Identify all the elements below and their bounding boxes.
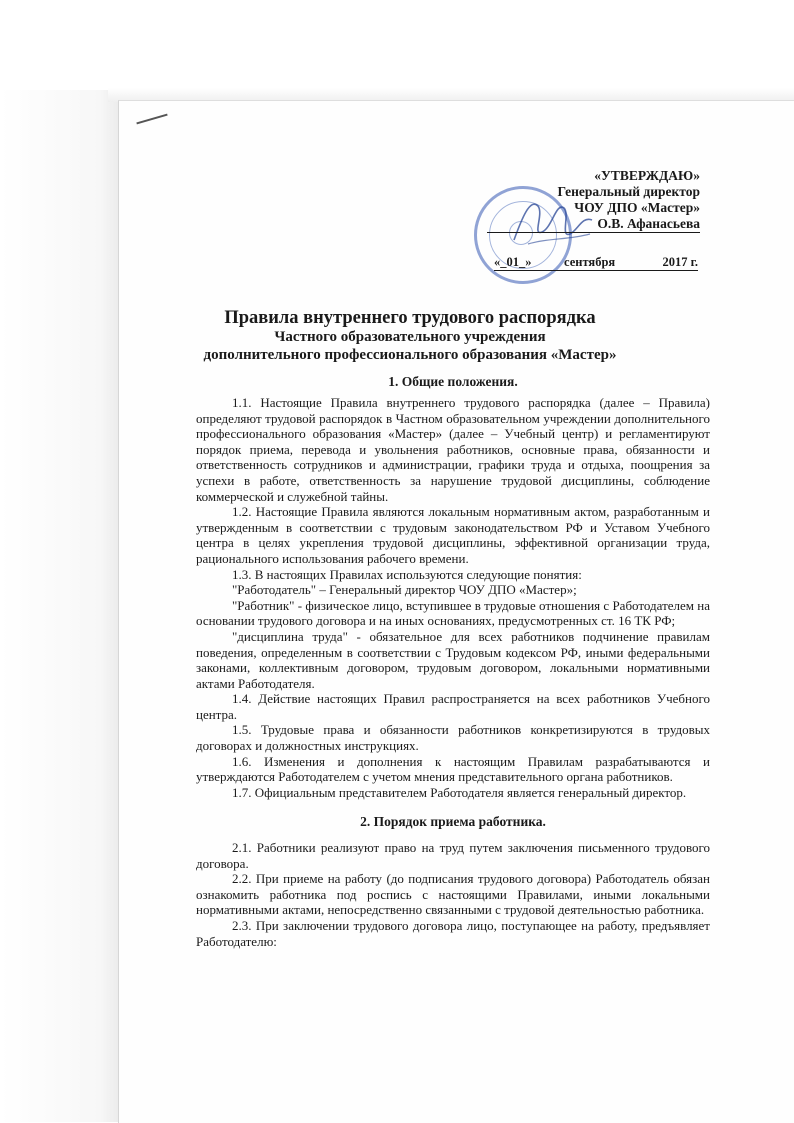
paragraph-1-1: 1.1. Настоящие Правила внутреннего трудового распорядка (далее – Правила) определяют трудовой распорядок в Частном образовательном учреждении дополнительного профессионального образования «Мастер» (далее – Учебный центр) и регламентируют порядок приема, перевода и увольнения работников, основные права, обязанности и ответственность сотрудников и администрации, графики труда и отдыха, поощрения за успехи в работе, ответственность за нарушение трудовой дисциплины, соблюдение коммерческой и служебной тайны.	[196, 395, 710, 504]
approval-date-year: 2017 г.	[662, 255, 698, 269]
paragraph-1-5: 1.5. Трудовые права и обязанности работников конкретизируются в трудовых договорах и должностных инструкциях.	[196, 722, 710, 754]
approval-title: «УТВЕРЖДАЮ»	[594, 168, 700, 183]
paragraph-2-2: 2.2. При приеме на работу (до подписания трудового договора) Работодатель обязан ознакомить работника под роспись с настоящими Правилами, иными локальными нормативными актами, непосредственно связанными с трудовой деятельностью работника.	[196, 871, 710, 918]
approval-date-day: «_01_»	[494, 255, 532, 269]
document-subtitle-line1: Частного образовательного учреждения	[274, 329, 546, 345]
definition-employer: "Работодатель" – Генеральный директор ЧОУ ДПО «Мастер»;	[232, 582, 577, 598]
paragraph-2-1: 2.1. Работники реализуют право на труд путем заключения письменного трудового договора.	[196, 840, 710, 871]
section1-heading: 1. Общие положения.	[388, 374, 518, 389]
approval-signer: О.В. Афанасьева	[487, 216, 700, 233]
document-subtitle-line2: дополнительного профессионального образования «Мастер»	[203, 347, 617, 363]
approval-block	[487, 168, 700, 233]
definition-employee: "Работник" - физическое лицо, вступившее в трудовые отношения с Работодателем на основании трудового договора и на иных основаниях, предусмотренных ст. 16 ТК РФ;	[196, 597, 710, 629]
document-title: Правила внутреннего трудового распорядка	[224, 308, 596, 328]
paragraph-1-7: 1.7. Официальным представителем Работодателя является генеральный директор.	[232, 784, 687, 800]
section2-heading: 2. Порядок приема работника.	[360, 814, 546, 829]
paragraph-1-6: 1.6. Изменения и дополнения к настоящим Правилам разрабатываются и утверждаются Работодателем с учетом мнения представительного органа работников.	[196, 753, 710, 785]
document-subtitle	[200, 328, 620, 364]
approval-position: Генеральный директор	[557, 184, 700, 199]
paragraph-1-3: 1.3. В настоящих Правилах используются следующие понятия:	[232, 566, 582, 582]
section1-body	[196, 395, 710, 800]
approval-date-underline	[494, 270, 698, 271]
paragraph-1-2: 1.2. Настоящие Правила являются локальным нормативным актом, разработанным и утвержденным в соответствии с трудовым законодательством РФ и Уставом Учебного центра в целях укрепления трудовой дисциплины, эффективной организации труда, рационального использования рабочего времени.	[196, 504, 710, 566]
approval-date-month: сентября	[564, 255, 616, 269]
definition-labor-discipline: "дисциплина труда" - обязательное для всех работников подчинение правилам поведения, определенным в соответствии с Трудовым кодексом РФ, иными федеральными законами, коллективным договором, трудовым договором, локальными нормативными актами Работодателя.	[196, 628, 710, 691]
paragraph-2-3: 2.3. При заключении трудового договора лицо, поступающее на работу, предъявляет Работодателю:	[196, 917, 710, 949]
paragraph-1-4: 1.4. Действие настоящих Правил распространяется на всех работников Учебного центра.	[196, 691, 710, 722]
approval-organization: ЧОУ ДПО «Мастер»	[574, 200, 700, 215]
section2-body	[196, 840, 710, 949]
scan-background	[0, 90, 118, 1122]
